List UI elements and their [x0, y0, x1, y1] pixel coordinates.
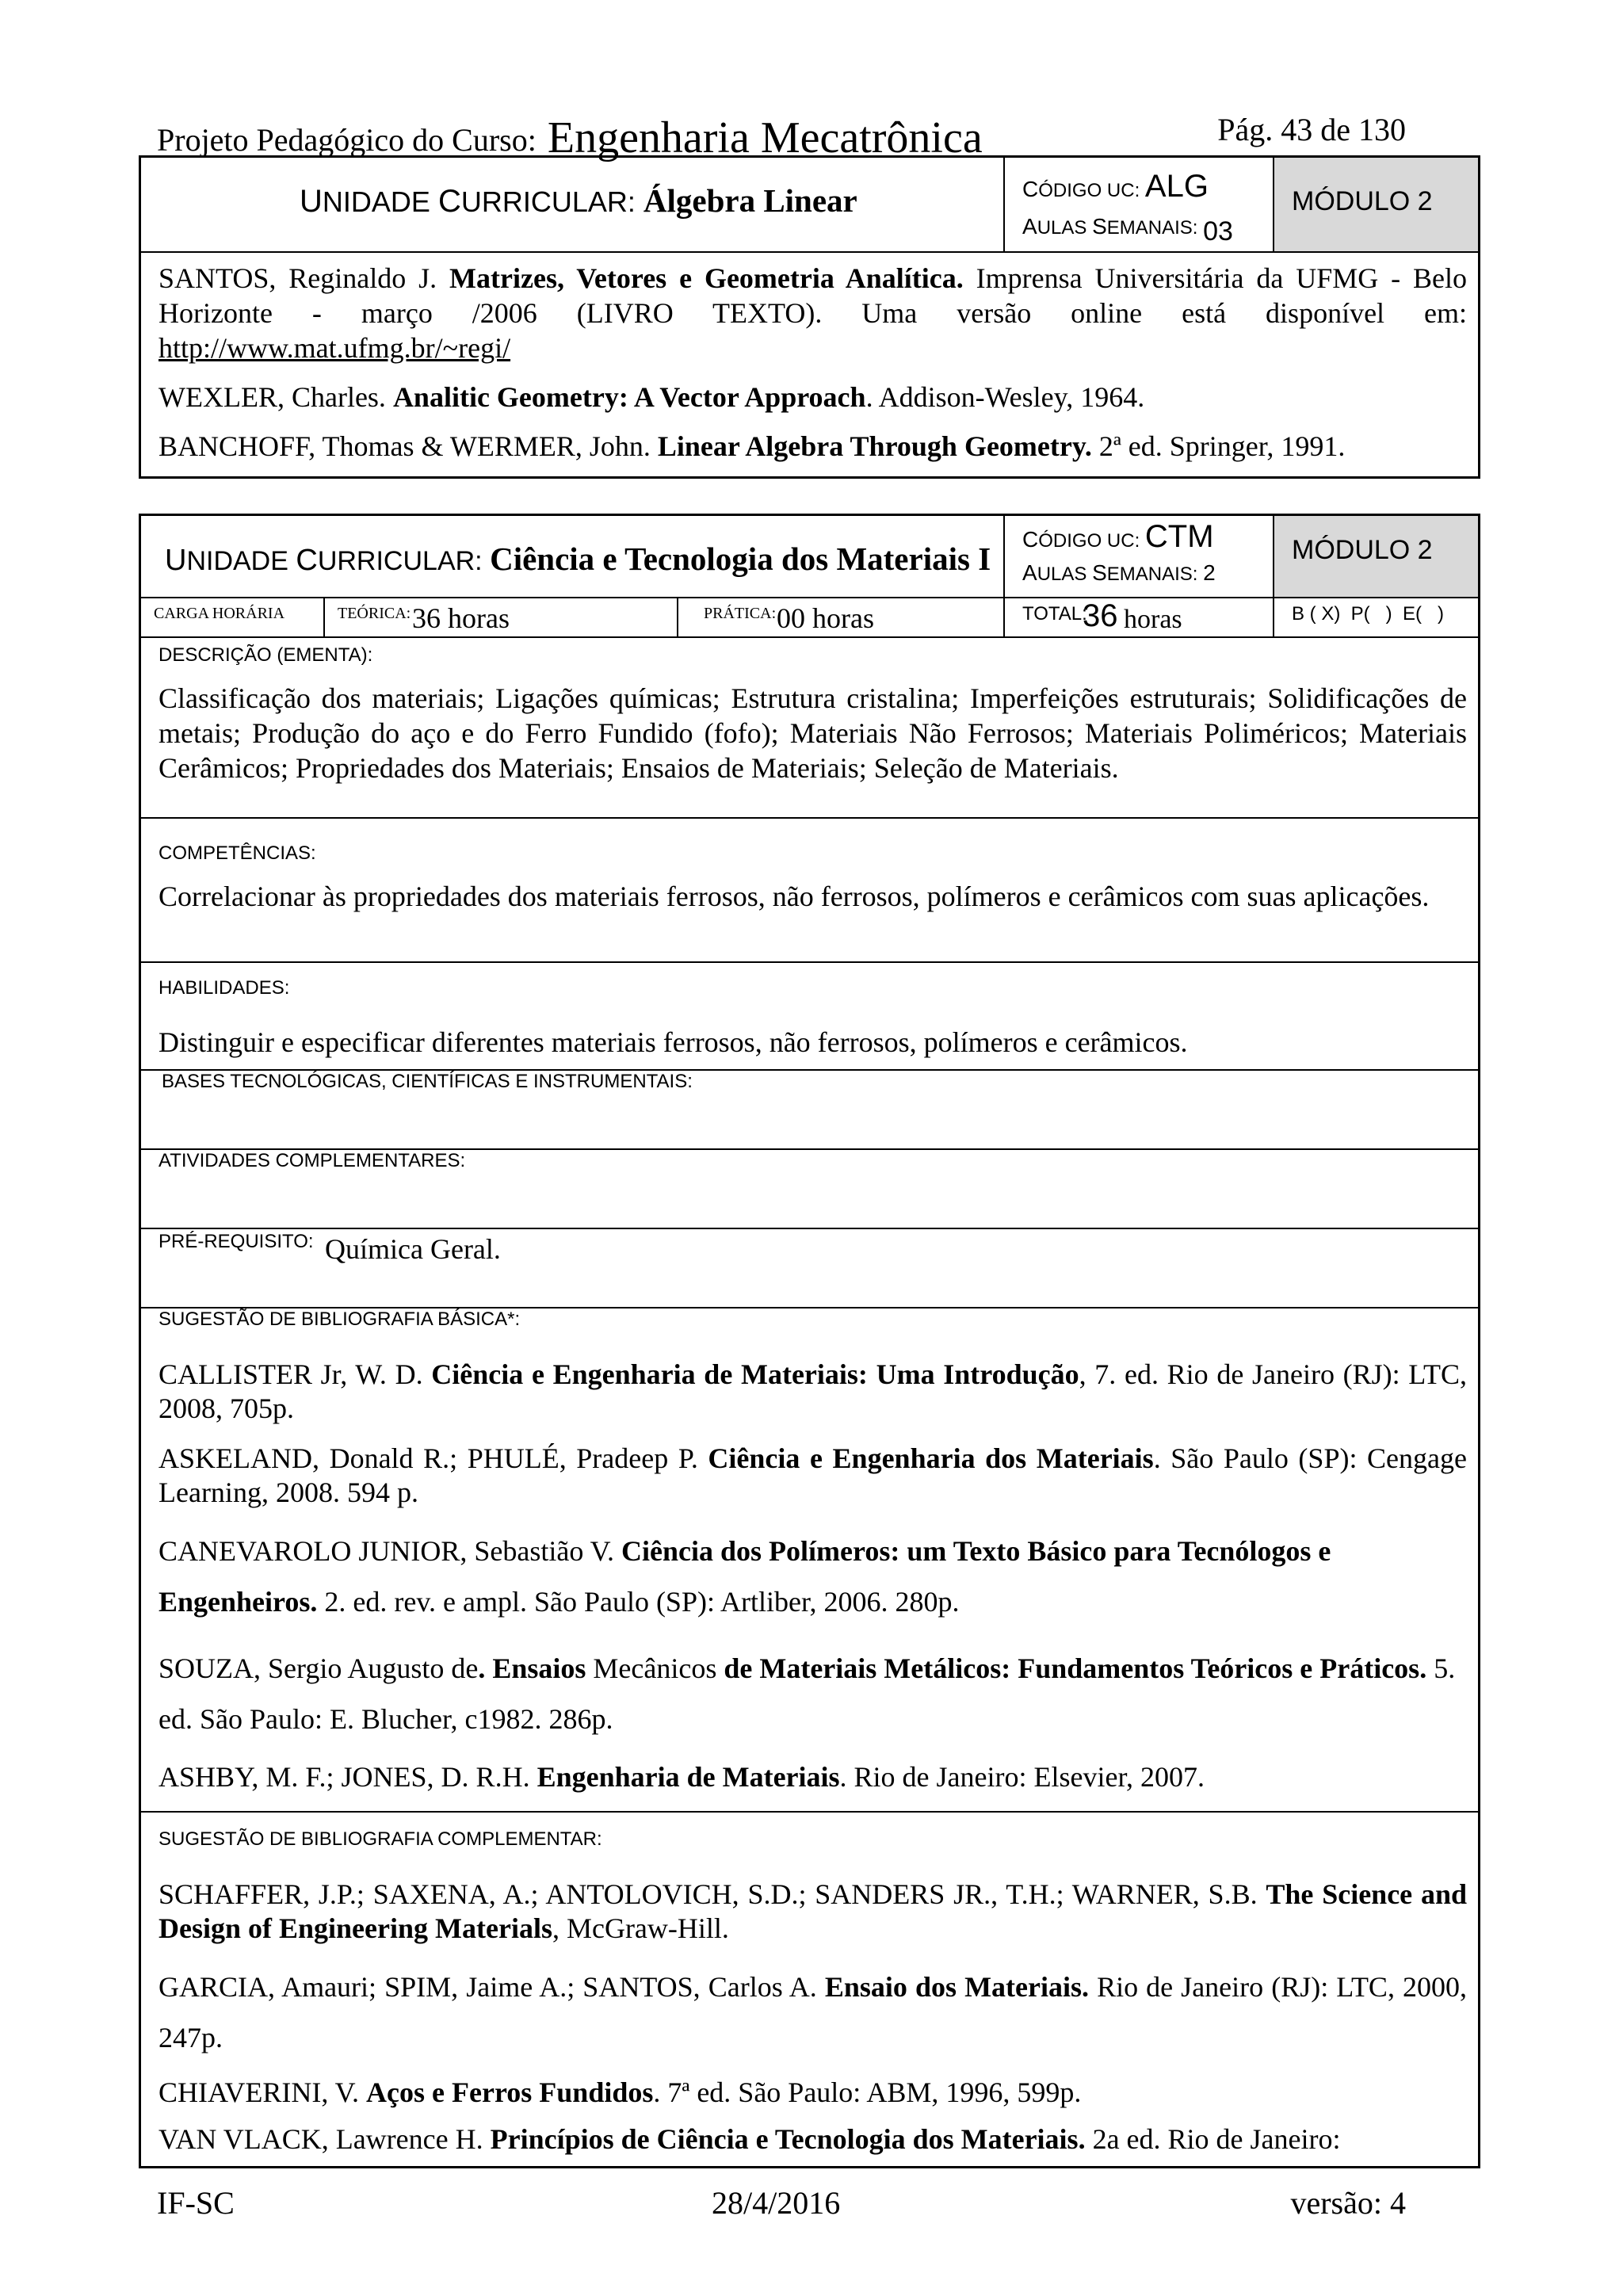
descricao-section	[141, 638, 1478, 819]
uc-table-algebra	[139, 155, 1480, 479]
bib-complementar-section	[141, 1813, 1478, 2169]
uc-aulas: 2	[1203, 560, 1216, 585]
uc-modulo: MÓDULO 2	[1292, 535, 1433, 565]
uc-code-line: CÓDIGO UC: ALG	[1022, 169, 1209, 204]
habilidades-section	[141, 963, 1478, 1071]
bib-item: SOUZA, Sergio Augusto de. Ensaios Mecânicos de Materiais Metálicos: Fundamentos Teóricos e Práticos. 5. ed. São Paulo: E. Blucher, c1982. 286p.	[158, 1652, 1456, 1735]
uc-aulas-line: AULAS SEMANAIS: 2	[1022, 560, 1216, 585]
uc-code-line: CÓDIGO UC: CTM	[1022, 519, 1214, 554]
descricao-label: DESCRIÇÃO (EMENTA):	[158, 644, 373, 666]
uc-code: ALG	[1144, 169, 1209, 204]
carga-label-cell	[141, 598, 325, 636]
total-label: TOTAL:	[1022, 603, 1087, 625]
uc-code-cell	[1005, 516, 1274, 597]
bpe-value: B ( X) P( ) E( )	[1292, 603, 1444, 625]
uc-title: UNIDADE CURRICULAR: Álgebra Linear	[300, 182, 857, 219]
bib-item: GARCIA, Amauri; SPIM, Jaime A.; SANTOS, Carlos A. Ensaio dos Materiais. Rio de Janeiro (RJ): LTC, 2000, 247p.	[158, 1971, 1468, 2053]
uc-code: CTM	[1144, 519, 1214, 554]
uc-name: Álgebra Linear	[643, 182, 857, 219]
reference-item: SANTOS, Reginaldo J. Matrizes, Vetores e Geometria Analítica. Imprensa Universitária da UFMG - Belo Horizonte - março /2006 (LIVRO TEXTO). Uma versão online está disponível em: http://www.mat.ufmg.br/~regi/	[158, 262, 1468, 364]
total-cell	[1005, 598, 1274, 636]
bases-label: BASES TECNOLÓGICAS, CIENTÍFICAS E INSTRUMENTAIS:	[162, 1071, 693, 1092]
bib-item: VAN VLACK, Lawrence H. Princípios de Ciência e Tecnologia dos Materiais. 2a ed. Rio de Janeiro:	[158, 2123, 1341, 2155]
habilidades-text: Distinguir e especificar diferentes materiais ferrosos, não ferrosos, polímeros e cerâmicos.	[158, 1026, 1188, 1058]
uc-title: UNIDADE CURRICULAR: Ciência e Tecnologia dos Materiais I	[165, 541, 991, 577]
course-name: Engenharia Mecatrônica	[547, 113, 983, 162]
page-header	[157, 94, 1406, 162]
reference-item: WEXLER, Charles. Analitic Geometry: A Vector Approach. Addison-Wesley, 1964.	[158, 381, 1145, 413]
competencias-label: COMPETÊNCIAS:	[158, 842, 316, 864]
uc-modulo: MÓDULO 2	[1292, 186, 1433, 216]
reference-link[interactable]: http://www.mat.ufmg.br/~regi/	[158, 332, 511, 364]
bases-section	[141, 1071, 1478, 1150]
descricao-text: Classificação dos materiais; Ligações químicas; Estrutura cristalina; Imperfeições estruturais; Solidificações de metais; Produção do aço e do Ferro Fundido (fofo); Materiais Não Ferrosos; Materiais Poliméricos; Materiais Cerâmicos; Propriedades dos Materiais; Ensaios de Materiais; Seleção de Materiais.	[158, 682, 1467, 784]
bib-item: CALLISTER Jr, W. D. Ciência e Engenharia de Materiais: Uma Introdução, 7. ed. Rio de Janeiro (RJ): LTC, 2008, 705p.	[158, 1358, 1467, 1424]
competencias-text: Correlacionar às propriedades dos materiais ferrosos, não ferrosos, polímeros e cerâmicos com suas aplicações.	[158, 881, 1430, 912]
page-footer	[157, 2184, 1406, 2229]
bib-complementar-label: SUGESTÃO DE BIBLIOGRAFIA COMPLEMENTAR:	[158, 1828, 602, 1850]
bib-basica-label: SUGESTÃO DE BIBLIOGRAFIA BÁSICA*:	[158, 1308, 521, 1330]
uc-code-cell	[1005, 158, 1274, 251]
uc-aulas: 03	[1203, 216, 1233, 246]
header-prefix: Projeto Pedagógico do Curso:	[157, 122, 537, 158]
carga-horaria-row	[141, 598, 1478, 638]
teorica-cell	[325, 598, 678, 636]
reference-list	[158, 261, 1467, 478]
teorica-value: 36 horas	[412, 602, 510, 634]
habilidades-label: HABILIDADES:	[158, 977, 290, 999]
atividades-label: ATIVIDADES COMPLEMENTARES:	[158, 1150, 466, 1171]
uc-modulo-cell	[1274, 516, 1478, 597]
bib-basica-list	[158, 1358, 1467, 1794]
bib-item: CHIAVERINI, V. Aços e Ferros Fundidos. 7ª ed. São Paulo: ABM, 1996, 599p.	[158, 2076, 1082, 2108]
bib-complementar-list	[158, 1878, 1467, 2157]
bib-item: SCHAFFER, J.P.; SAXENA, A.; ANTOLOVICH, S.D.; SANDERS JR., T.H.; WARNER, S.B. The Science and Design of Engineering Materials, McGraw-Hill.	[158, 1878, 1468, 1944]
page-number: Pág. 43 de 130	[1217, 112, 1406, 147]
atividades-section	[141, 1150, 1478, 1229]
footer-version: versão: 4	[1290, 2185, 1406, 2221]
carga-label: CARGA HORÁRIA	[154, 605, 285, 622]
uc-name: Ciência e Tecnologia dos Materiais I	[490, 541, 991, 577]
total-unit: horas	[1124, 605, 1182, 634]
prerequisito-value: Química Geral.	[325, 1233, 501, 1265]
bpe-cell	[1274, 598, 1478, 636]
pratica-cell	[678, 598, 1005, 636]
uc-header-row	[141, 158, 1478, 253]
competencias-section	[141, 819, 1478, 963]
uc-table-materiais	[139, 514, 1480, 2168]
total-value: 36	[1083, 598, 1118, 633]
pratica-value: 00 horas	[777, 602, 874, 634]
header-title	[157, 111, 983, 162]
uc-name-cell	[141, 158, 1005, 251]
uc-name-cell	[141, 516, 1005, 597]
bib-item: ASHBY, M. F.; JONES, D. R.H. Engenharia de Materiais. Rio de Janeiro: Elsevier, 2007.	[158, 1761, 1205, 1793]
prerequisito-section	[141, 1229, 1478, 1308]
uc-aulas-line: AULAS SEMANAIS: 03	[1022, 214, 1233, 246]
bib-item: ASKELAND, Donald R.; PHULÉ, Pradeep P. Ciência e Engenharia dos Materiais. São Paulo (SP): Cengage Learning, 2008. 594 p.	[158, 1442, 1467, 1508]
pratica-label: PRÁTICA:	[704, 605, 777, 622]
bib-basica-section	[141, 1308, 1478, 1813]
uc-header-row	[141, 516, 1478, 598]
bib-item: CANEVAROLO JUNIOR, Sebastião V. Ciência dos Polímeros: um Texto Básico para Tecnólogos e Engenheiros. 2. ed. rev. e ampl. São Paulo (SP): Artliber, 2006. 280p.	[158, 1535, 1331, 1618]
reference-item: BANCHOFF, Thomas & WERMER, John. Linear Algebra Through Geometry. 2ª ed. Springer, 1991.	[158, 430, 1346, 462]
uc-modulo-cell	[1274, 158, 1478, 251]
footer-institution: IF-SC	[157, 2185, 235, 2221]
footer-date: 28/4/2016	[712, 2185, 841, 2221]
teorica-label: TEÓRICA:	[338, 605, 411, 622]
prerequisito-label: PRÉ-REQUISITO:	[158, 1231, 314, 1252]
